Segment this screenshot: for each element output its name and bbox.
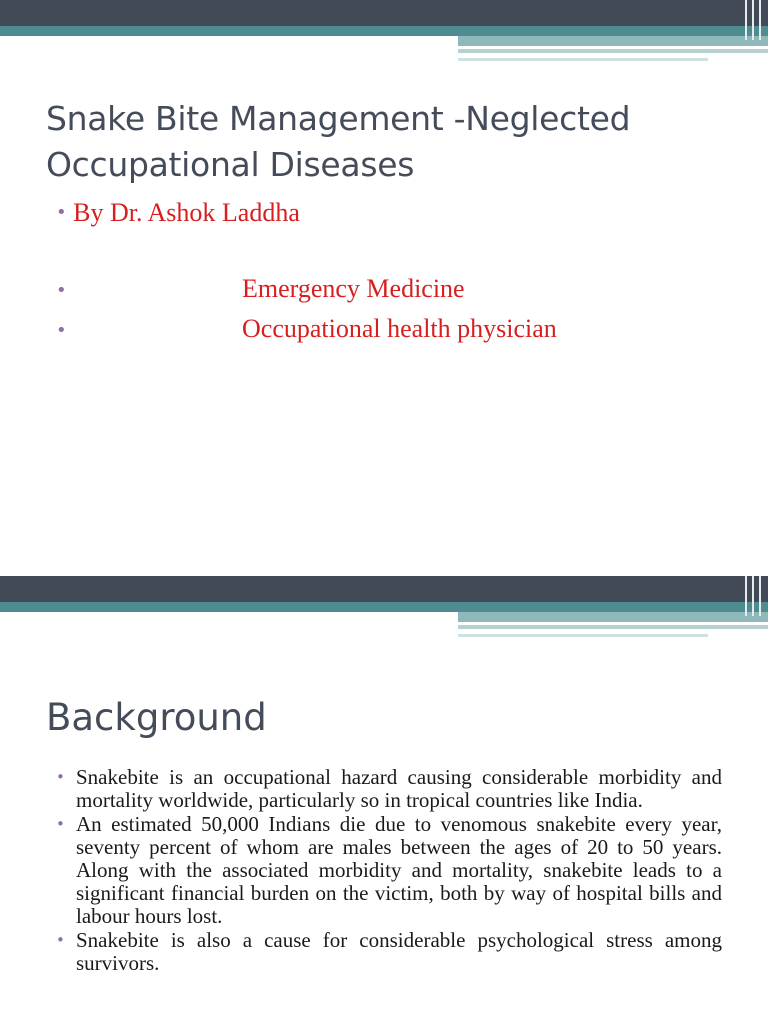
- bullet-dot-icon: •: [56, 768, 65, 786]
- bullet-dot-icon: •: [56, 202, 67, 223]
- bullet-dot-icon: •: [56, 815, 65, 833]
- header-thin-stripe: [458, 49, 768, 53]
- header-rail: [745, 576, 747, 616]
- header-thin-stripe-2: [458, 58, 708, 61]
- header-rail: [745, 0, 747, 40]
- header-rail: [752, 576, 754, 616]
- role-emergency: Emergency Medicine: [242, 274, 465, 303]
- background-bullet-list: [56, 766, 722, 976]
- header-rail: [759, 576, 761, 616]
- slide-title-heading: Snake Bite Management -Neglected Occupational Diseases: [46, 99, 631, 184]
- header-dark-stripe: [0, 0, 768, 26]
- header-light-stripe: [458, 612, 768, 622]
- author-text: By Dr. Ashok Laddha: [73, 198, 300, 227]
- header-rail: [752, 0, 754, 40]
- header-light-stripe: [458, 36, 768, 46]
- header-teal-stripe: [0, 26, 768, 36]
- list-item: [56, 929, 722, 975]
- header-band: [0, 0, 768, 70]
- background-heading: Background: [46, 696, 267, 739]
- header-rail: [759, 0, 761, 40]
- header-thin-stripe: [458, 625, 768, 629]
- header-teal-stripe: [0, 602, 768, 612]
- bullet-dot-icon: •: [56, 280, 67, 301]
- list-item: [56, 813, 722, 928]
- bullet-text: Snakebite is an occupational hazard causing considerable morbidity and mortality worldwide, particularly so in tropical countries like India.: [76, 765, 722, 812]
- list-item: [56, 766, 722, 812]
- role-occupational: Occupational health physician: [242, 314, 557, 343]
- bullet-marker: [56, 314, 67, 348]
- bullet-marker: [56, 274, 67, 308]
- bullet-text: Snakebite is also a cause for considerable psychological stress among survivors.: [76, 928, 722, 975]
- bullet-dot-icon: •: [56, 931, 65, 949]
- slide-background: [0, 576, 768, 1024]
- header-band: [0, 576, 768, 646]
- author-bullet: [56, 196, 300, 230]
- header-thin-stripe-2: [458, 634, 708, 637]
- header-dark-stripe: [0, 576, 768, 602]
- bullet-text: An estimated 50,000 Indians die due to venomous snakebite every year, seventy percent of whom are males between the ages of 20 to 50 years. Along with the associated morbidity and mortality, snakebite leads to a significant financial burden on the victim, both by way of hospital bills and labour hours lost.: [76, 812, 722, 928]
- bullet-dot-icon: •: [56, 320, 67, 341]
